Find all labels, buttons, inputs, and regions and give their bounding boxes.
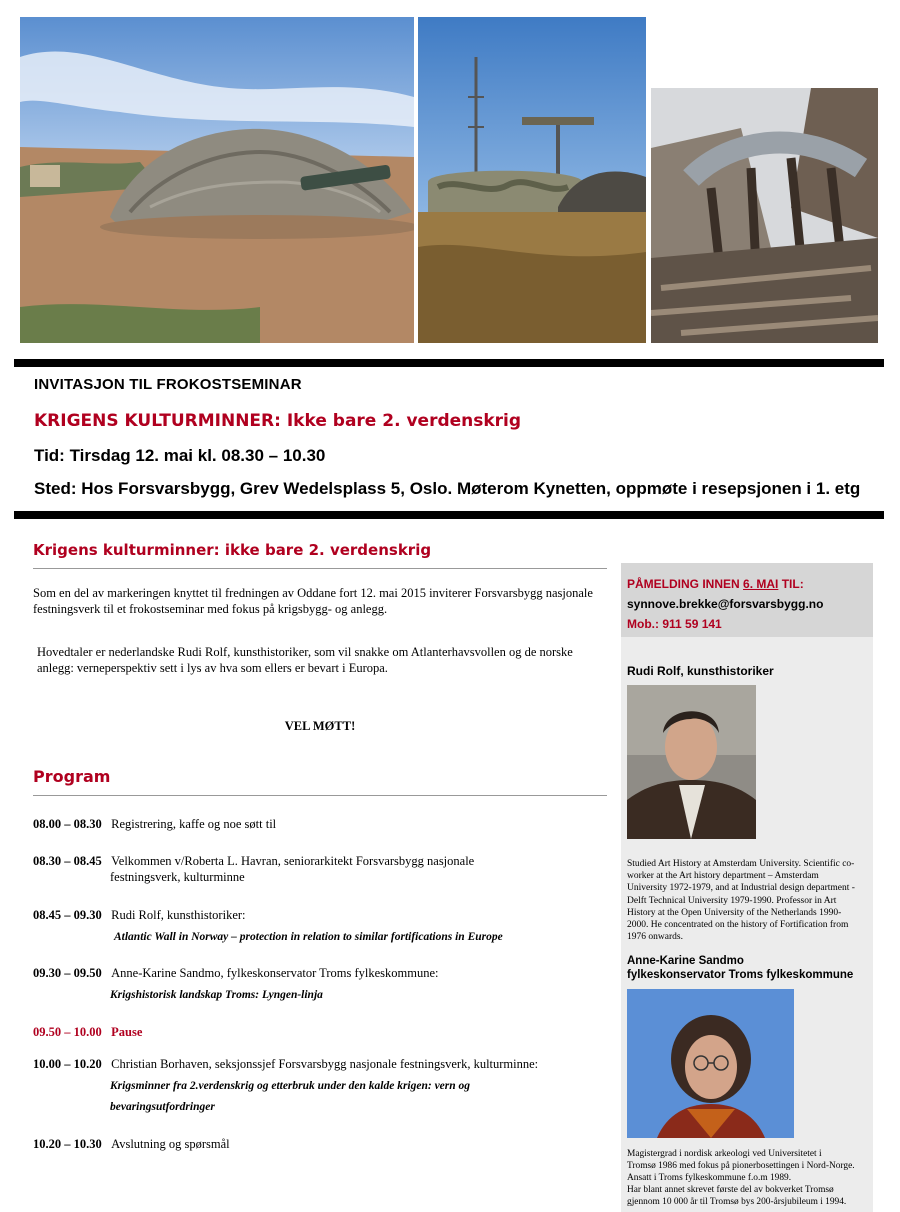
program-text: Rudi Rolf, kunsthistoriker: bbox=[111, 908, 246, 922]
speaker2-bio-line: Tromsø 1986 med fokus på pionerbosettingen i Nord-Norge. bbox=[627, 1161, 855, 1172]
program-item bbox=[33, 853, 603, 885]
program-text: Registrering, kaffe og noe søtt til bbox=[111, 817, 277, 831]
program-item-pause bbox=[33, 1024, 603, 1040]
program-item bbox=[33, 907, 603, 945]
program-item bbox=[33, 965, 603, 1003]
intro-rule bbox=[33, 568, 607, 569]
program-text: Avslutning og spørsmål bbox=[111, 1137, 230, 1151]
event-time: Tid: Tirsdag 12. mai kl. 08.30 – 10.30 bbox=[34, 446, 326, 465]
program-heading: Program bbox=[33, 767, 111, 786]
speaker2-bio-line: Har blant annet skrevet første del av bokverket Tromsø bbox=[627, 1185, 834, 1196]
header-bottom-rule bbox=[14, 511, 884, 519]
invitation-subtitle: KRIGENS KULTURMINNER: Ikke bare 2. verdenskrig bbox=[34, 411, 522, 431]
signup-heading bbox=[627, 577, 804, 591]
speaker2-bio-line: Ansatt i Troms fylkeskommune f.o.m 1989. bbox=[627, 1173, 792, 1184]
program-time: 10.00 – 10.20 bbox=[33, 1057, 102, 1071]
program-item bbox=[33, 1056, 603, 1115]
speaker2-bio-line: Magistergrad i nordisk arkeologi ved Universitetet i bbox=[627, 1149, 822, 1159]
program-time: 10.20 – 10.30 bbox=[33, 1137, 102, 1151]
welcome-text: VEL MØTT! bbox=[284, 719, 356, 733]
signup-mobile: Mob.: 911 59 141 bbox=[627, 617, 722, 631]
speaker2-name: Anne-Karine Sandmo bbox=[627, 955, 744, 967]
program-detail: Krigshistorisk landskap Troms: Lyngen-linja bbox=[110, 989, 323, 1001]
program-item bbox=[33, 1136, 603, 1152]
invitation-title: INVITASJON TIL FROKOSTSEMINAR bbox=[34, 376, 302, 393]
program-text: Anne-Karine Sandmo, fylkeskonservator Troms fylkeskommune: bbox=[111, 966, 439, 980]
program-time: 08.30 – 08.45 bbox=[33, 854, 102, 868]
program-text: Velkommen v/Roberta L. Havran, seniorarkitekt Forsvarsbygg nasjonale bbox=[111, 854, 475, 868]
intro-paragraph-1: Som en del av markeringen knyttet til fredningen av Oddane fort 12. mai 2015 inviterer Forsvarsbygg nasjonale festningsverk til et frokostseminar med fokus på krigsbygg- og anlegg. bbox=[33, 586, 593, 616]
signup-suffix: TIL: bbox=[778, 577, 804, 591]
photo-radar-bunker bbox=[418, 17, 646, 343]
program-detail: Krigsminner fra 2.verdenskrig og etterbruk under den kalde krigen: vern og bbox=[110, 1080, 471, 1092]
speaker2-photo bbox=[627, 989, 794, 1138]
header-top-rule bbox=[14, 359, 884, 367]
program-time: 09.30 – 09.50 bbox=[33, 966, 102, 980]
signup-prefix: PÅMELDING INNEN bbox=[627, 577, 744, 591]
program-detail: Atlantic Wall in Norway – protection in relation to similar fortifications in Europe bbox=[114, 931, 503, 943]
program-text: Christian Borhaven, seksjonssjef Forsvarsbygg nasjonale festningsverk, kulturminne: bbox=[111, 1057, 539, 1071]
intro-paragraph-2: Hovedtaler er nederlandske Rudi Rolf, kunsthistoriker, som vil snakke om Atlanterhavsvollen og de norske anlegg: verneperspektiv sett i lys av hva som ellers er bevart i Europa. bbox=[37, 645, 573, 675]
speaker1-photo bbox=[627, 685, 756, 839]
program-detail-continued: bevaringsutfordringer bbox=[110, 1101, 215, 1113]
photo-ruined-barracks bbox=[651, 88, 878, 343]
signup-email-link[interactable]: synnove.brekke@forsvarsbygg.no bbox=[627, 597, 824, 611]
program-time: 09.50 – 10.00 bbox=[33, 1025, 102, 1039]
program-time: 08.00 – 08.30 bbox=[33, 817, 102, 831]
program-item bbox=[33, 816, 603, 832]
photo-gun-emplacement bbox=[20, 17, 414, 343]
program-rule bbox=[33, 795, 607, 796]
event-place: Sted: Hos Forsvarsbygg, Grev Wedelsplass 5, Oslo. Møterom Kynetten, oppmøte i resepsjonen i 1. etg bbox=[34, 479, 861, 498]
speaker2-title: fylkeskonservator Troms fylkeskommune bbox=[627, 969, 854, 981]
speaker2-bio bbox=[627, 1148, 867, 1208]
speaker2-bio-line: gjennom 10 000 år til Tromsø bys 200-årsjubileum i 1994. bbox=[627, 1197, 847, 1208]
program-text-continued: festningsverk, kulturminne bbox=[110, 870, 245, 884]
speaker1-name: Rudi Rolf, kunsthistoriker bbox=[627, 664, 774, 678]
signup-date: 6. MAI bbox=[743, 577, 779, 591]
speaker1-bio: Studied Art History at Amsterdam University. Scientific co-worker at the Art history department – Amsterdam University 1972-1979, and at Industrial design department - Delft Technical University 1979-1990. Professor in Art History at the Open University of the Netherlands 1990-2000. He concentrated on the history of Fortification from 1976 onwards. bbox=[627, 859, 855, 943]
program-time: 08.45 – 09.30 bbox=[33, 908, 102, 922]
program-text: Pause bbox=[111, 1025, 143, 1039]
intro-heading: Krigens kulturminner: ikke bare 2. verdenskrig bbox=[33, 541, 432, 559]
